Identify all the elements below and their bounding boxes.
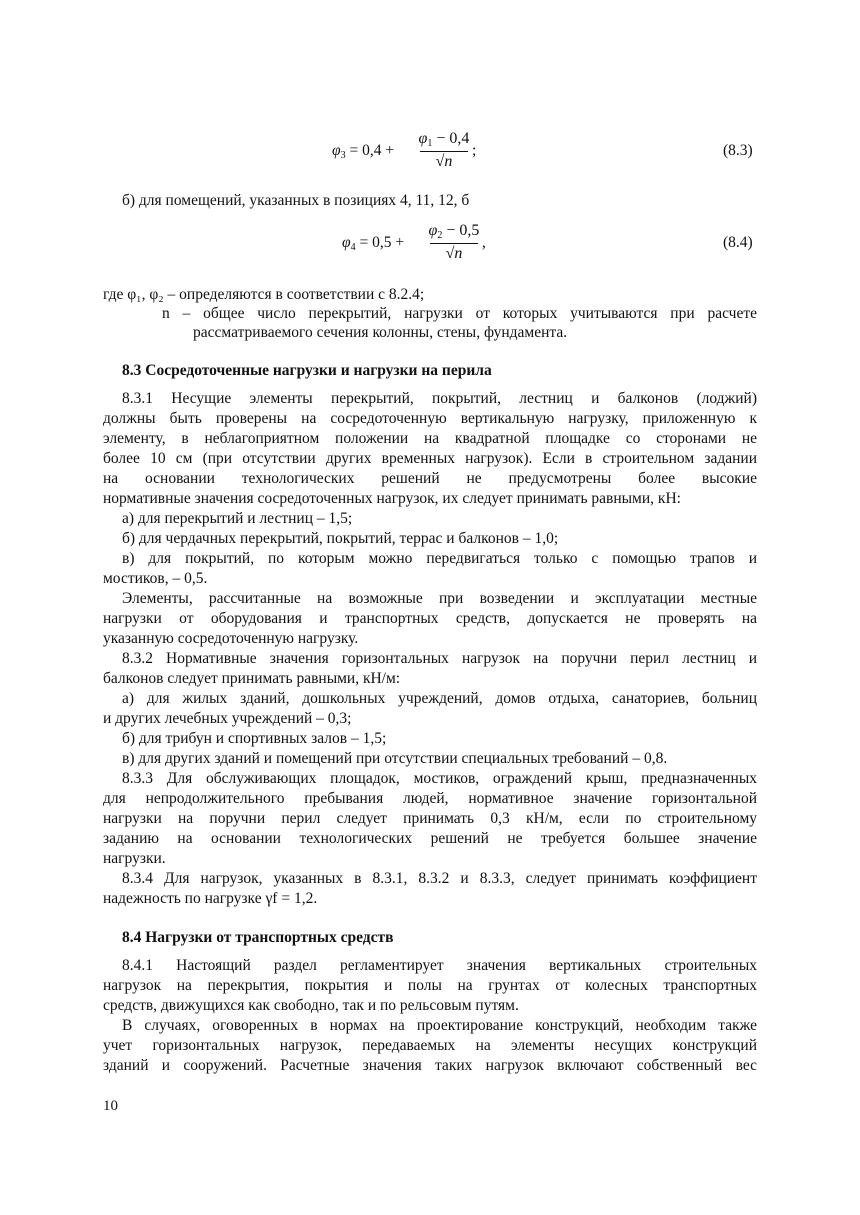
equation-number: (8.3) xyxy=(723,142,753,159)
formula-lhs: φ xyxy=(332,142,341,159)
paragraph-line: нормативные значения сосредоточенных нагрузок, их следует принимать равными, кН: xyxy=(103,490,681,507)
formula-lhs: φ xyxy=(342,234,351,251)
fraction-denominator: √n xyxy=(445,245,463,262)
paragraph-line: В случаях, оговоренных в нормах на проектирование конструкций, необходим также xyxy=(122,1017,757,1034)
paragraph-line: нагрузок на перекрытия, покрытия и полы на грунтах от колесных транспортных xyxy=(103,977,757,994)
paragraph-line: заданию на основании технологических решений не требуется большее значение xyxy=(103,830,757,847)
paragraph-line: 8.4.1 Настоящий раздел регламентирует значения вертикальных строительных xyxy=(122,957,757,974)
paragraph-line: и других лечебных учреждений – 0,3; xyxy=(103,710,352,727)
paragraph-line: нагрузки на поручни перил следует принимать 0,3 кН/м, если по строительному xyxy=(103,810,757,827)
paragraph-line: зданий и сооружений. Расчетные значения таких нагрузок включают собственный вес xyxy=(103,1057,757,1074)
equation-number: (8.4) xyxy=(723,234,753,251)
paragraph-line: мостиков, – 0,5. xyxy=(103,570,208,587)
document-page: $\varphi_3 = 0,4$ + $\varphi_1 - 0,4$ √n ; (8.3) б) для помещений, указанных в позициях 4, 11, 12, б $\varphi_4 = 0,5$ + $\varphi_2 - 0,5$ √n , (8.4) где φ₁, φ₂ – определяются в соответствии с 8.2.4; n – общее число перекрытий, нагрузки от которых учитываются при расчете рассматриваемого сечения колонны, стены, фундамента. 8.3 Сосредоточенные нагрузки и нагрузки на перила 8.3.1 Несущие элементы перекрытий, покрытий, лестниц и балконов (лоджий) должны быть проверены на сосредоточенную вертикальную нагрузку, приложенную к элементу, в неблагоприятном положении на квадратной площадке со сторонами не более 10 см (при отсутствии других временных нагрузок). Если в строительном задании на основании технологических решений не предусмотрены более высокие нормативные значения сосредоточенных нагрузок, их следует принимать равными, кН: а) для перекрытий и лестниц – 1,5; б) для чердачных перекрытий, покрытий, террас и балконов – 1,0; в) для покрытий, по которым можно передвигаться только с помощью трапов и мостиков, – 0,5. Элементы, рассчитанные на возможные при возведении и эксплуатации местные нагрузки от оборудования и транспортных средств, допускается не проверять на указанную сосредоточенную нагрузку. 8.3.2 Нормативные значения горизонтальных нагрузок на поручни перил лестниц и балконов следует принимать равными, кН/м: а) для жилых зданий, дошкольных учреждений, домов отдыха, санаториев, больниц и других лечебных учреждений – 0,3; б) для трибун и спортивных залов – 1,5; в) для других зданий и помещений при отсутствии специальных требований – 0,8. 8.3.3 Для обслуживающих площадок, мостиков, ограждений крыш, предназначенных для непродолжительного пребывания людей, нормативное значение горизонтальной нагрузки на поручни перил следует принимать 0,3 кН/м, если по строительному заданию на основании технологических решений не требуется большее значение нагрузки. 8.3.4 Для нагрузок, указанных в 8.3.1, 8.3.2 и 8.3.3, следует принимать коэффициент надежность по нагрузке γf = 1,2. 8.4 Нагрузки от транспортных средств 8.4.1 Настоящий раздел регламентирует значения вертикальных строительных нагрузок на перекрытия, покрытия и полы на грунтах от колесных транспортных средств, движущихся как свободно, так и по рельсовым путям. В случаях, оговоренных в нормах на проектирование конструкций, необходим также учет горизонтальных нагрузок, передаваемых на элементы несущих конструкций зданий и сооружений. Расчетные значения таких нагрузок включают собственный вес 10 xyxy=(0,0,860,1215)
paragraph-line: в) для других зданий и помещений при отсутствии специальных требований – 0,8. xyxy=(122,750,668,767)
paragraph-line: 8.3.2 Нормативные значения горизонтальных нагрузок на поручни перил лестниц и xyxy=(122,650,757,667)
fraction-line xyxy=(420,151,468,152)
section-heading: 8.4 Нагрузки от транспортных средств xyxy=(122,929,394,946)
fraction-line xyxy=(430,243,478,244)
where-line: рассматриваемого сечения колонны, стены, фундамента. xyxy=(193,324,568,341)
page-number: 10 xyxy=(103,1098,118,1114)
paragraph-line: должны быть проверены на сосредоточенную вертикальную нагрузку, приложенную к xyxy=(103,410,757,427)
paragraph-line: в) для покрытий, по которым можно передвигаться только с помощью трапов и xyxy=(122,550,757,567)
paragraph-line: более 10 см (при отсутствии других временных нагрузок). Если в строительном задании xyxy=(103,450,757,467)
fraction-numerator: $\varphi_1 - 0,4$ xyxy=(418,130,470,149)
paragraph-line: б) для помещений, указанных в позициях 4, 11, 12, б xyxy=(122,192,470,209)
paragraph-line: 8.3.1 Несущие элементы перекрытий, покрытий, лестниц и балконов (лоджий) xyxy=(122,390,757,407)
section-heading: 8.3 Сосредоточенные нагрузки и нагрузки на перила xyxy=(122,362,492,379)
paragraph-line: средств, движущихся как свободно, так и по рельсовым путям. xyxy=(103,997,519,1014)
paragraph-line: б) для трибун и спортивных залов – 1,5; xyxy=(122,730,387,747)
where-line: где φ₁, φ₂ – определяются в соответствии с 8.2.4; xyxy=(103,286,425,303)
paragraph-line: на основании технологических решений не предусмотрены более высокие xyxy=(103,470,757,487)
fraction-numerator: $\varphi_2 - 0,5$ xyxy=(428,222,480,241)
paragraph-line: Элементы, рассчитанные на возможные при возведении и эксплуатации местные xyxy=(122,590,757,607)
paragraph-line: для непродолжительного пребывания людей, нормативное значение горизонтальной xyxy=(103,790,757,807)
fraction-denominator: √n xyxy=(435,153,453,170)
paragraph-line: 8.3.3 Для обслуживающих площадок, мостиков, ограждений крыш, предназначенных xyxy=(122,770,757,787)
paragraph-line: нагрузки от оборудования и транспортных средств, допускается не проверять на xyxy=(103,610,757,627)
paragraph-line: указанную сосредоточенную нагрузку. xyxy=(103,630,359,647)
paragraph-line: а) для жилых зданий, дошкольных учреждений, домов отдыха, санаториев, больниц xyxy=(122,690,757,707)
paragraph-line: нагрузки. xyxy=(103,850,166,867)
paragraph-line: надежность по нагрузке γf = 1,2. xyxy=(103,890,318,907)
paragraph-line: балконов следует принимать равными, кН/м: xyxy=(103,670,401,687)
paragraph-line: а) для перекрытий и лестниц – 1,5; xyxy=(122,510,353,527)
paragraph-line: б) для чердачных перекрытий, покрытий, террас и балконов – 1,0; xyxy=(122,530,559,547)
where-line: n – общее число перекрытий, нагрузки от которых учитываются при расчете xyxy=(162,305,757,322)
paragraph-line: 8.3.4 Для нагрузок, указанных в 8.3.1, 8.3.2 и 8.3.3, следует принимать коэффициент xyxy=(122,870,757,887)
paragraph-line: учет горизонтальных нагрузок, передаваемых на элементы несущих конструкций xyxy=(103,1037,757,1054)
paragraph-line: элементу, в неблагоприятном положении на квадратной площадке со сторонами не xyxy=(103,430,757,447)
